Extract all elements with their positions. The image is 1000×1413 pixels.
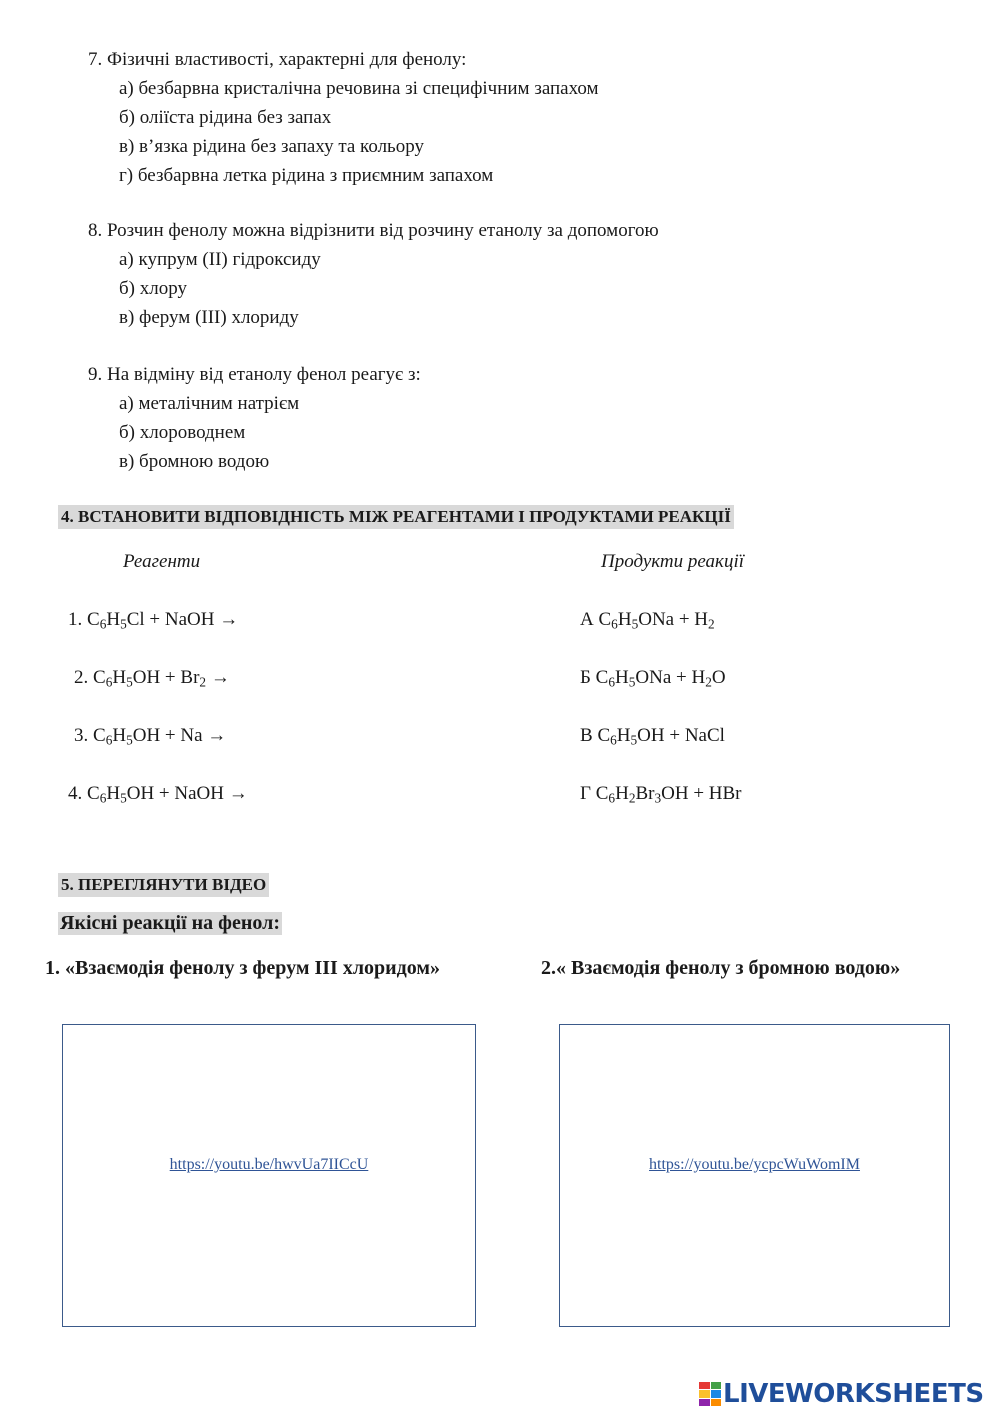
video-1-title: 1. «Взаємодія фенолу з ферум ІІІ хлоридом» — [45, 957, 441, 979]
video-1-box[interactable] — [62, 1024, 476, 1327]
section-5-title: 5. ПЕРЕГЛЯНУТИ ВІДЕО — [58, 873, 269, 897]
product-a[interactable]: А $C_6H_5ONa + H_2$ — [580, 609, 715, 632]
question-8 — [88, 216, 659, 332]
section-4-title: 4. ВСТАНОВИТИ ВІДПОВІДНІСТЬ МІЖ РЕАГЕНТАМИ І ПРОДУКТАМИ РЕАКЦІЇ — [58, 505, 734, 529]
video-2-box[interactable] — [559, 1024, 950, 1327]
liveworksheets-logo-icon — [699, 1382, 721, 1406]
question-9-title: 9. На відміну від етанолу фенол реагує з: — [88, 364, 421, 385]
liveworksheets-logo-text: LIVEWORKSHEETS — [723, 1379, 984, 1409]
question-7-option-d[interactable]: г) безбарвна летка рідина з приємним запахом — [119, 165, 494, 186]
reagent-3[interactable]: 3. $C_6H_5OH + Na$ → — [74, 725, 227, 748]
question-8-option-c[interactable]: в) ферум (ІІІ) хлориду — [119, 307, 299, 328]
question-9-option-b[interactable]: б) хлороводнем — [119, 422, 246, 443]
question-8-title: 8. Розчин фенолу можна відрізнити від розчину етанолу за допомогою — [88, 220, 659, 241]
question-9-option-c[interactable]: в) бромною водою — [119, 451, 270, 472]
question-8-option-a[interactable]: а) купрум (ІІ) гідроксиду — [119, 249, 321, 270]
products-header: Продукти реакції — [601, 551, 745, 572]
reagent-2[interactable]: 2. $C_6H_5OH + Br_2$ → — [74, 667, 230, 690]
product-b[interactable]: Б $C_6H_5ONa + H_2O$ — [580, 667, 726, 690]
question-7-option-b[interactable]: б) оліїста рідина без запах — [119, 107, 332, 128]
question-8-option-b[interactable]: б) хлору — [119, 278, 187, 299]
question-7-option-a[interactable]: а) безбарвна кристалічна речовина зі специфічним запахом — [119, 78, 599, 99]
video-1-link[interactable]: https://youtu.be/hwvUa7IICcU — [169, 1156, 369, 1173]
question-7-option-c[interactable]: в) в’язка рідина без запаху та кольору — [119, 136, 424, 157]
question-7 — [88, 45, 599, 190]
product-d[interactable]: Г $C_6H_2Br_3OH$ + HBr — [580, 783, 742, 806]
question-9 — [88, 360, 421, 476]
question-7-title: 7. Фізичні властивості, характерні для фенолу: — [88, 49, 467, 70]
product-c[interactable]: В $C_6H_5OH$ + NaCl — [580, 725, 725, 748]
question-9-option-a[interactable]: а) металічним натрієм — [119, 393, 300, 414]
reagent-4[interactable]: 4. $C_6H_5OH$ + NaOH → — [68, 783, 248, 806]
reagents-header: Реагенти — [123, 551, 201, 572]
video-2-link[interactable]: https://youtu.be/ycpcWuWomIM — [649, 1156, 860, 1173]
video-2-title: 2.« Взаємодія фенолу з бромною водою» — [541, 957, 901, 979]
liveworksheets-logo — [699, 1378, 994, 1410]
reagent-1[interactable]: 1. $C_6H_5Cl$ + NaOH → — [68, 609, 239, 632]
section-5-subtitle: Якісні реакції на фенол: — [60, 912, 281, 934]
